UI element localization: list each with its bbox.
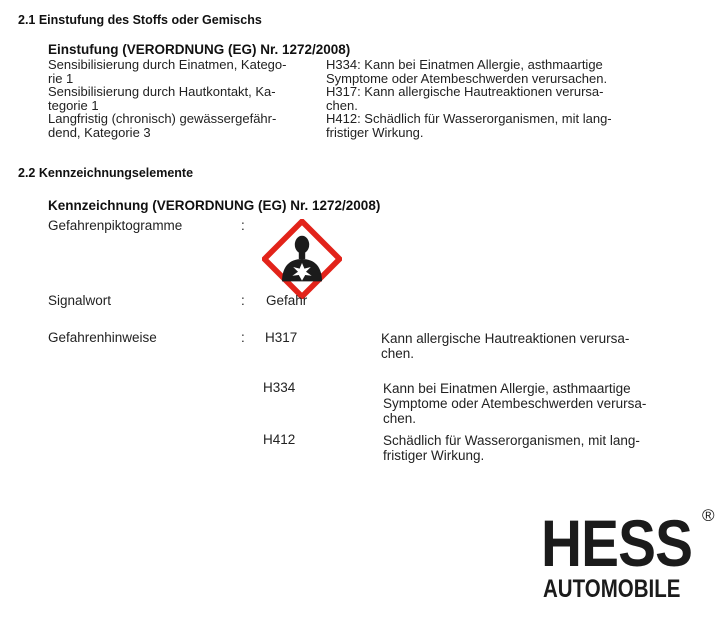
hess-automobile-logo [541,506,717,603]
hazard-code: H412 [263,432,296,447]
hazard-code: H334 [263,380,296,395]
classification-line: dend, Kategorie 3 [48,124,151,140]
pictograms-label: Gefahrenpiktogramme [48,218,183,233]
signal-word-label: Signalwort [48,293,112,308]
section-2-2-subheading: Kennzeichnung (VERORDNUNG (EG) Nr. 1272/2008) [48,198,381,213]
classification-line: Sensibilisierung durch Einatmen, Katego- [48,57,287,72]
classification-line: Sensibilisierung durch Hautkontakt, Ka- [48,84,276,99]
hazard-class-line: fristiger Wirkung. [326,124,424,140]
hazard-statement-line: fristiger Wirkung. [383,448,485,463]
logo-brand: HESS [541,506,693,580]
separator: : [241,330,245,345]
hazard-class-list [326,58,612,139]
hazard-statements-label: Gefahrenhinweise [48,330,157,345]
separator: : [241,293,245,308]
hazard-class-line: Symptome oder Atembeschwerden verursachen. [326,70,608,86]
classification-list [48,58,286,139]
hazard-class-line: H334: Kann bei Einatmen Allergie, asthmaartige [326,57,603,72]
hazard-statement-line: Kann allergische Hautreaktionen verursa- [381,331,630,346]
hazard-statement-text [383,433,640,463]
signal-word: Gefahr [266,293,308,308]
hazard-statement-line: Kann bei Einatmen Allergie, asthmaartige [383,381,631,396]
health-hazard-ghs08-icon [262,219,342,304]
separator: : [241,218,245,233]
hazard-code: H317 [265,330,298,345]
classification-line: Langfristig (chronisch) gewässergefähr- [48,111,277,126]
hazard-statement-line: chen. [383,411,417,426]
section-2-1-subheading: Einstufung (VERORDNUNG (EG) Nr. 1272/2008) [48,42,351,57]
hazard-class-line: chen. [326,97,358,113]
logo-subtitle: AUTOMOBILE [543,575,681,603]
section-2-2-heading: 2.2 Kennzeichnungselemente [18,166,194,180]
hazard-statement-line: Schädlich für Wasserorganismen, mit lang- [383,433,640,448]
classification-line: tegorie 1 [48,97,99,113]
hazard-statement-line: Symptome oder Atembeschwerden verursa- [383,396,647,411]
hazard-class-line: H412: Schädlich für Wasserorganismen, mit lang- [326,111,612,126]
hazard-statement-line: chen. [381,346,415,361]
hazard-statement-text [383,381,646,426]
classification-line: rie 1 [48,70,74,86]
hazard-class-line: H317: Kann allergische Hautreaktionen verursa- [326,84,604,99]
hazard-statement-text [381,331,629,361]
section-2-1-heading: 2.1 Einstufung des Stoffs oder Gemischs [18,13,262,27]
registered-mark: ® [702,506,715,525]
